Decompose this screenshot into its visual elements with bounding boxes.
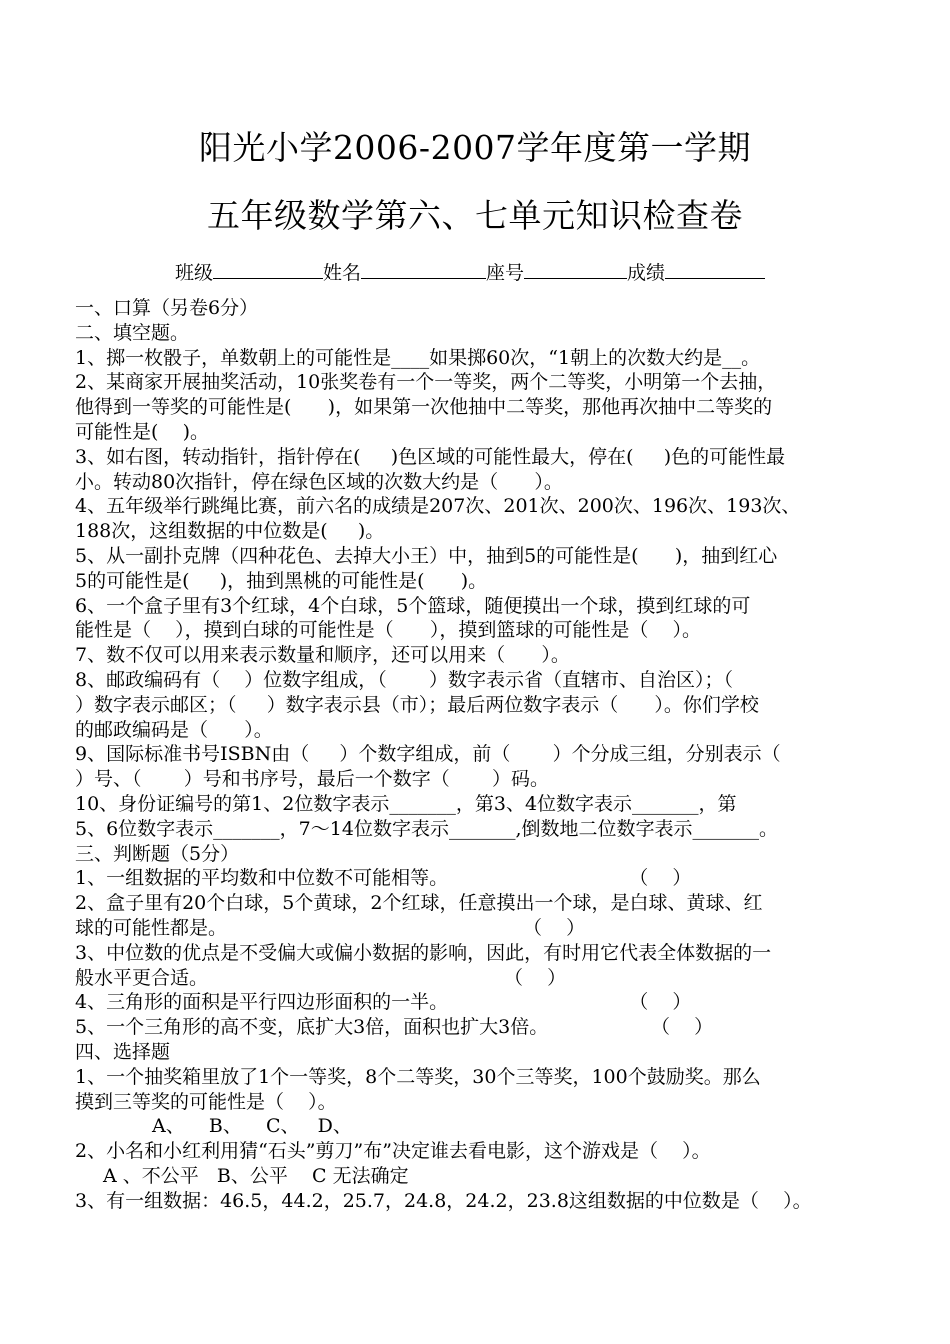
section-choice: 四、选择题 [75,1040,171,1063]
question-line: 10、身份证编号的第1、2位数字表示_______，第3、4位数字表示_______，第 [75,792,737,815]
question-line: 可能性是( )。 [75,420,209,443]
section-oral: 一、口算（另卷6分） [75,297,259,319]
question-line: 7、数不仅可以用来表示数量和顺序，还可以用来（ ）。 [75,644,570,667]
question-line: 球的可能性都是。 （ ） [75,916,586,939]
question-line: 3、如右图，转动指针，指针停在( )色区域的可能性最大，停在( )色的可能性最 [75,445,786,468]
question-line: 4、三角形的面积是平行四边形面积的一半。 （ ） [75,991,692,1014]
section-true-false: 三、判断题（5分） [75,842,240,865]
section-fill-blank: 二、填空题。 [75,321,190,344]
question-line: ）号、（ ）号和书序号，最后一个数字（ ）码。 [75,768,550,791]
question-line: 的邮政编码是（ ）。 [75,718,273,741]
question-line: 般水平更合适。 （ ） [75,966,567,989]
question-line: 1、一组数据的平均数和中位数不可能相等。 （ ） [75,867,692,890]
score-label: 成绩 [627,262,666,284]
question-line: 小。转动80次指针，停在绿色区域的次数大约是（ ）。 [75,470,563,493]
question-line: 9、国际标准书号ISBN由（ ）个数字组成，前（ ）个分成三组，分别表示（ [75,743,781,766]
class-blank [213,258,323,279]
seat-label: 座号 [486,262,525,284]
question-line: 2、小名和小红利用猜“石头”剪刀”布”决定谁去看电影，这个游戏是（ ）。 [75,1140,711,1163]
question-line: 2、盒子里有20个白球，5个黄球，2个红球，任意摸出一个球，是白球、黄球、红 [75,892,763,915]
question-line: 2、某商家开展抽奖活动，10张奖卷有一个一等奖，两个二等奖，小明第一个去抽， [75,371,777,394]
choice-options: A 、不公平 B、公平 C 无法确定 [103,1164,409,1187]
seat-blank [524,258,627,279]
question-line: 5、从一副扑克牌（四种花色、去掉大小王）中，抽到5的可能性是( )，抽到红心 [75,544,778,567]
question-line: 5的可能性是( )，抽到黑桃的可能性是( )。 [75,569,488,592]
question-line: 8、邮政编码有（ ）位数字组成，（ ）数字表示省（直辖市、自治区）；（ [75,668,734,691]
question-line: 5、一个三角形的高不变，底扩大3倍，面积也扩大3倍。 （ ） [75,1016,714,1039]
student-info-row [175,258,765,287]
exam-body [75,296,895,1213]
question-line: 1、一个抽奖箱里放了1个一等奖，8个二等奖，30个三等奖，100个鼓励奖。那么 [75,1065,761,1088]
question-line: 他得到一等奖的可能性是( )，如果第一次他抽中二等奖，那他再次抽中二等奖的 [75,396,773,419]
question-line: 能性是（ ），摸到白球的可能性是（ ），摸到篮球的可能性是（ ）。 [75,619,702,642]
class-label: 班级 [175,262,214,284]
question-line: 3、中位数的优点是不受偏大或偏小数据的影响，因此，有时用它代表全体数据的一 [75,941,772,964]
question-line: 6、一个盒子里有3个红球，4个白球，5个篮球，随便摸出一个球，摸到红球的可 [75,594,751,617]
question-line: 4、五年级举行跳绳比赛，前六名的成绩是207次、201次、200次、196次、193次、 [75,495,801,518]
question-line: 3、有一组数据：46.5，44.2，25.7，24.8，24.2，23.8这组数据的中位数是（ ）。 [75,1189,812,1212]
name-blank [361,258,486,279]
choice-options: A、 B、 C、 D、 [152,1115,352,1138]
question-line: 5、6位数字表示_______，7～14位数字表示_______,倒数地二位数字表示_______。 [75,817,778,840]
question-line: 1、掷一枚骰子，单数朝上的可能性是____如果掷60次，“1朝上的次数大约是__。 [75,346,761,369]
name-label: 姓名 [323,262,362,284]
question-line: ）数字表示邮区；（ ）数字表示县（市）；最后两位数字表示（ ）。你们学校 [75,693,759,716]
page-title: 阳光小学2006-2007学年度第一学期 [198,128,752,167]
question-line: 摸到三等奖的可能性是（ ）。 [75,1090,337,1113]
question-line: 188次，这组数据的中位数是( )。 [75,520,385,543]
score-blank [665,258,765,279]
page-subtitle: 五年级数学第六、七单元知识检查卷 [207,196,743,235]
